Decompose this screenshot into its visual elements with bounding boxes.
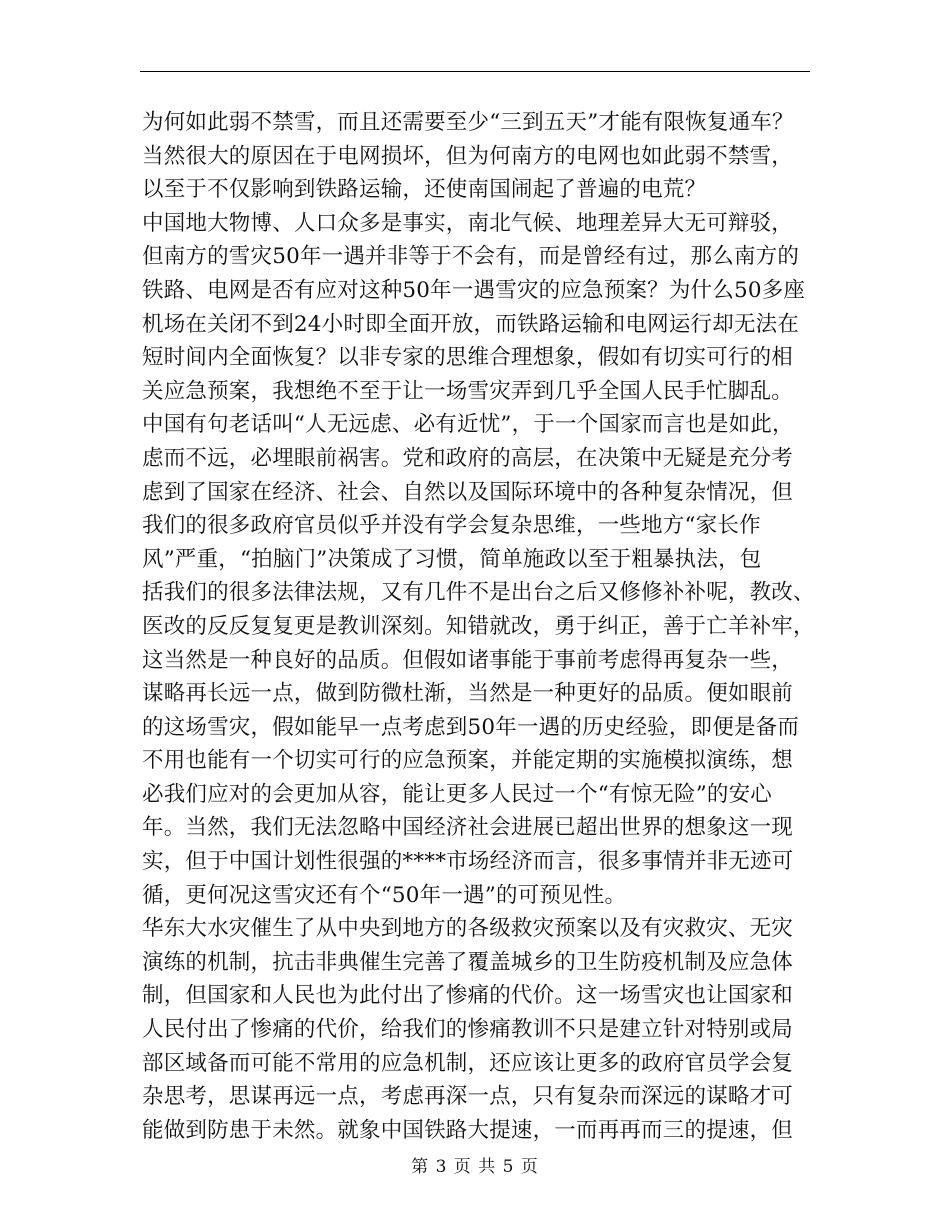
- document-body: [142, 106, 815, 1147]
- text-line: 我们的很多政府官员似乎并没有学会复杂思维，一些地方“家长作: [142, 513, 761, 539]
- text-line: 循，更何况这雪灾还有个“50年一遇”的可预见性。: [142, 882, 627, 908]
- text-line: 制，但国家和人民也为此付出了惨痛的代价。这一场雪灾也让国家和: [142, 983, 794, 1009]
- text-line: 必我们应对的会更加从容，能让更多人民过一个“有惊无险”的安心: [142, 781, 772, 807]
- text-line: 人民付出了惨痛的代价，给我们的惨痛教训不只是建立针对特别或局: [142, 1017, 794, 1043]
- text-line: 当然很大的原因在于电网损坏，但为何南方的电网也如此弱不禁雪，: [142, 143, 794, 169]
- text-line: 演练的机制，抗击非典催生完善了覆盖城乡的卫生防疫机制及应急体: [142, 949, 794, 975]
- text-line: 华东大水灾催生了从中央到地方的各级救灾预案以及有灾救灾、无灾: [142, 916, 794, 942]
- text-line: 机场在关闭不到24小时即全面开放，而铁路运输和电网运行却无法在: [142, 311, 800, 337]
- text-line: 以至于不仅影响到铁路运输，还使南国闹起了普遍的电荒？: [142, 177, 707, 203]
- text-line: 短时间内全面恢复？以非专家的思维合理想象，假如有切实可行的相: [142, 345, 794, 371]
- text-line: 风”严重，“拍脑门”决策成了习惯，简单施政以至于粗暴执法，包: [142, 546, 762, 572]
- text-line: 这当然是一种良好的品质。但假如诸事能于事前考虑得再复杂一些，: [142, 647, 794, 673]
- text-line: 年。当然，我们无法忽略中国经济社会进展已超出世界的想象这一现: [142, 815, 794, 841]
- text-line: 不用也能有一个切实可行的应急预案，并能定期的实施模拟演练，想: [142, 748, 794, 774]
- text-line: 中国有句老话叫“人无远虑、必有近忧”，于一个国家而言也是如此，: [142, 412, 794, 438]
- text-line: 中国地大物博、人口众多是事实，南北气候、地理差异大无可辩驳，: [142, 210, 794, 236]
- text-line: 虑到了国家在经济、社会、自然以及国际环境中的各种复杂情况，但: [142, 479, 794, 505]
- text-line: 的这场雪灾，假如能早一点考虑到50年一遇的历史经验，即便是备而: [142, 714, 800, 740]
- text-line: 医改的反反复复更是教训深刻。知错就改，勇于纠正，善于亡羊补牢，: [142, 613, 815, 639]
- text-line: 但南方的雪灾50年一遇并非等于不会有，而是曾经有过，那么南方的: [142, 244, 800, 270]
- header-rule: [140, 71, 810, 72]
- text-line: 能做到防患于未然。就象中国铁路大提速，一而再再而三的提速，但: [142, 1117, 794, 1143]
- text-line: 关应急预案，我想绝不至于让一场雪灾弄到几乎全国人民手忙脚乱。: [142, 378, 794, 404]
- text-line: 括我们的很多法律法规，又有几件不是出台之后又修修补补呢，教改、: [142, 580, 815, 606]
- text-line: 杂思考，思谋再远一点，考虑再深一点，只有复杂而深远的谋略才可: [142, 1084, 794, 1110]
- text-line: 部区域备而可能不常用的应急机制，还应该让更多的政府官员学会复: [142, 1050, 794, 1076]
- text-line: 实，但于中国计划性很强的****市场经济而言，很多事情并非无迹可: [142, 849, 794, 875]
- text-line: 谋略再长远一点，做到防微杜渐，当然是一种更好的品质。便如眼前: [142, 681, 794, 707]
- text-line: 铁路、电网是否有应对这种50年一遇雪灾的应急预案？为什么50多座: [142, 277, 806, 303]
- text-line: 为何如此弱不禁雪，而且还需要至少“三到五天”才能有限恢复通车？: [142, 110, 794, 135]
- text-line: 虑而不远，必埋眼前祸害。党和政府的高层，在决策中无疑是充分考: [142, 445, 794, 471]
- page-number: 第 3 页 共 5 页: [411, 1157, 539, 1177]
